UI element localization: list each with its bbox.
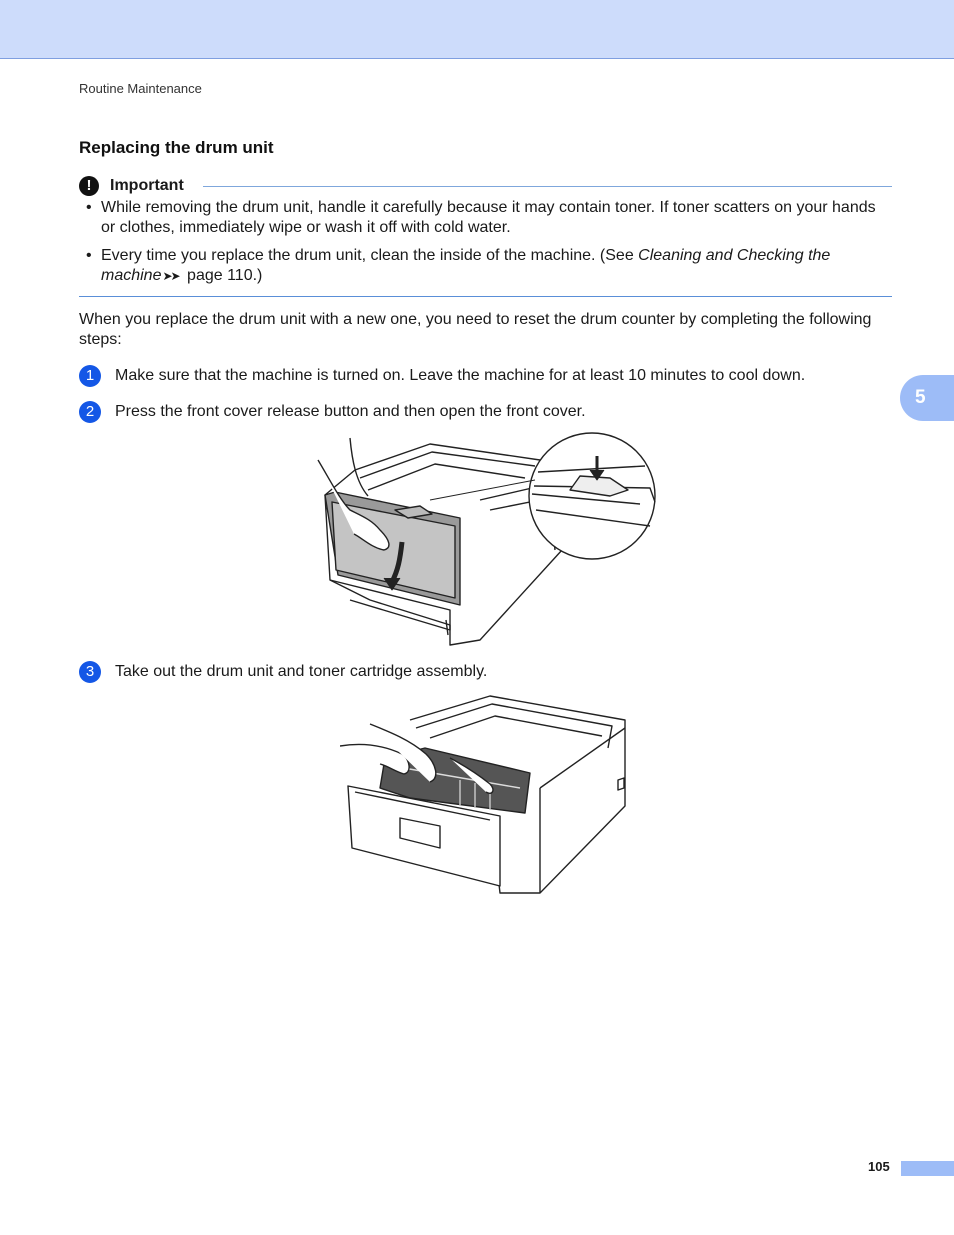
double-arrow-icon: ➤➤ (162, 269, 179, 283)
cross-reference-link[interactable]: Cleaning and Checking the machine (101, 247, 831, 284)
drum-unit-removal-illustration (340, 688, 640, 903)
bullet-text-after: page 110.) (182, 267, 263, 284)
front-cover-illustration (310, 430, 660, 650)
step-text: Take out the drum unit and toner cartridge assembly. (115, 663, 488, 680)
section-title: Replacing the drum unit (79, 138, 274, 157)
important-header (79, 176, 892, 196)
step-number-badge: 2 (79, 401, 101, 423)
important-divider (203, 186, 892, 187)
bullet-dot-icon: • (86, 247, 92, 264)
page-number-bar (901, 1161, 954, 1176)
page-header-band (0, 0, 954, 59)
bullet-text: While removing the drum unit, handle it carefully because it may contain toner. If toner scatters on your hands or clothes, immediately wipe or wash it off with cold water. (101, 199, 876, 236)
important-label: Important (110, 177, 184, 194)
step-number-badge: 1 (79, 365, 101, 387)
page-number: 105 (868, 1159, 890, 1174)
bullet-text-before: Every time you replace the drum unit, clean the inside of the machine. (See (101, 247, 639, 264)
step-text: Make sure that the machine is turned on. Leave the machine for at least 10 minutes to cool down. (115, 367, 806, 384)
important-bullets (79, 198, 892, 294)
step-number-badge: 3 (79, 661, 101, 683)
intro-paragraph: When you replace the drum unit with a new one, you need to reset the drum counter by completing the following steps: (79, 311, 872, 348)
chapter-tab: 5 (900, 375, 954, 421)
bullet-item (79, 198, 892, 238)
running-head: Routine Maintenance (79, 81, 202, 96)
bullet-dot-icon: • (86, 199, 92, 216)
warning-icon: ! (79, 176, 99, 196)
step-text: Press the front cover release button and then open the front cover. (115, 403, 586, 420)
important-end-divider (79, 296, 892, 297)
bullet-item (79, 246, 892, 286)
